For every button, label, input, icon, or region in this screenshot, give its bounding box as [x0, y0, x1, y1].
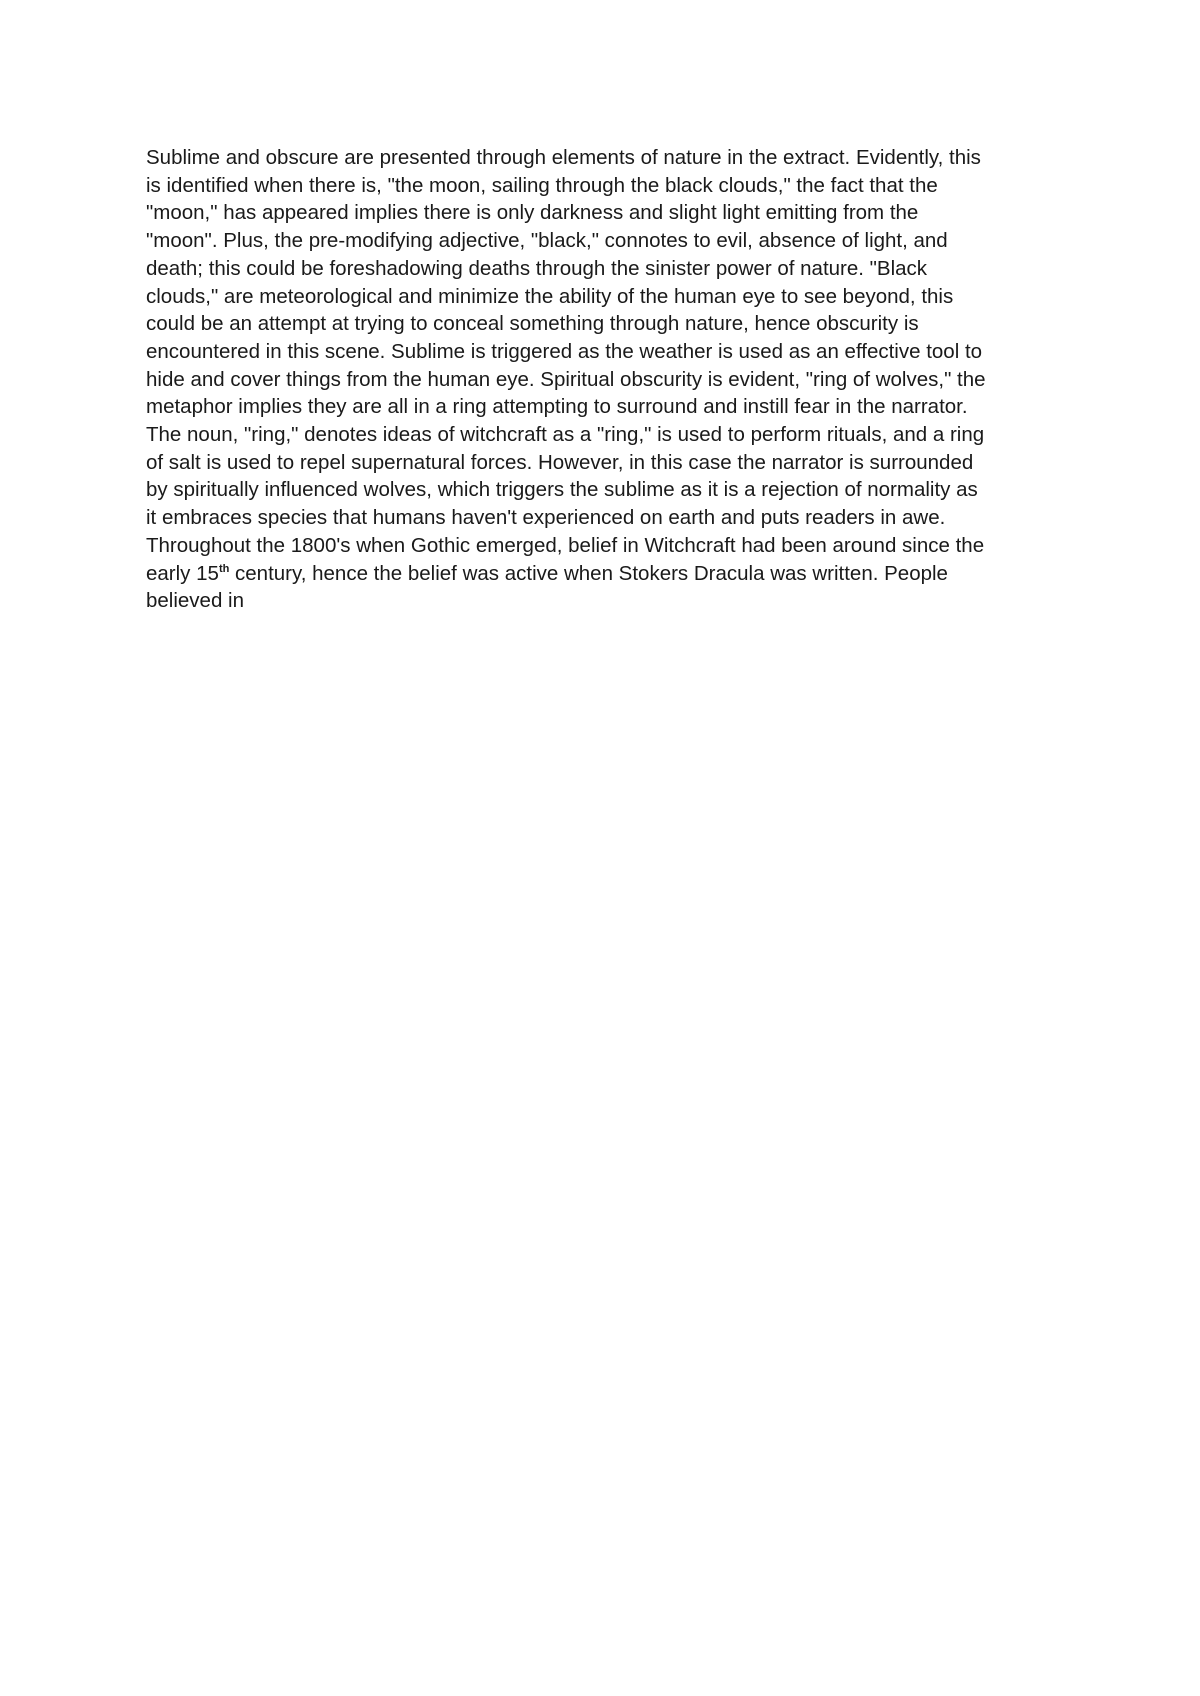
- text-fragment: century, hence the belief was active when Stokers Dracula was written. People: [229, 561, 948, 585]
- text-line: metaphor implies they are all in a ring attempting to surround and instill fear in the narrator.: [146, 395, 968, 419]
- text-line: The noun, "ring," denotes ideas of witchcraft as a "ring," is used to perform rituals, and a ring: [146, 423, 985, 447]
- text-line: "moon". Plus, the pre-modifying adjective, "black," connotes to evil, absence of light, and: [146, 229, 948, 253]
- text-line: it embraces species that humans haven't experienced on earth and puts readers in awe.: [146, 506, 946, 530]
- text-line: by spiritually influenced wolves, which triggers the sublime as it is a rejection of normality as: [146, 478, 978, 502]
- text-line: death; this could be foreshadowing deaths through the sinister power of nature. "Black: [146, 256, 928, 280]
- text-line: of salt is used to repel supernatural forces. However, in this case the narrator is surrounded: [146, 450, 974, 474]
- text-line: Throughout the 1800's when Gothic emerged, belief in Witchcraft had been around since the: [146, 533, 985, 557]
- ordinal-superscript: th: [218, 562, 230, 575]
- text-line: is identified when there is, "the moon, sailing through the black clouds," the fact that the: [146, 173, 938, 197]
- text-line-with-superscript: [146, 560, 1086, 588]
- text-fragment: early 15: [146, 561, 219, 585]
- text-line: hide and cover things from the human eye. Spiritual obscurity is evident, "ring of wolves," the: [146, 367, 986, 391]
- text-line: Sublime and obscure are presented through elements of nature in the extract. Evidently, this: [146, 146, 981, 169]
- text-line: could be an attempt at trying to conceal something through nature, hence obscurity is: [146, 312, 919, 336]
- body-paragraph: [146, 144, 1086, 615]
- text-line: "moon," has appeared implies there is only darkness and slight light emitting from the: [146, 201, 919, 225]
- text-line: encountered in this scene. Sublime is triggered as the weather is used as an effective tool to: [146, 339, 983, 363]
- text-line: clouds," are meteorological and minimize the ability of the human eye to see beyond, this: [146, 284, 954, 308]
- text-line: believed in: [146, 589, 245, 613]
